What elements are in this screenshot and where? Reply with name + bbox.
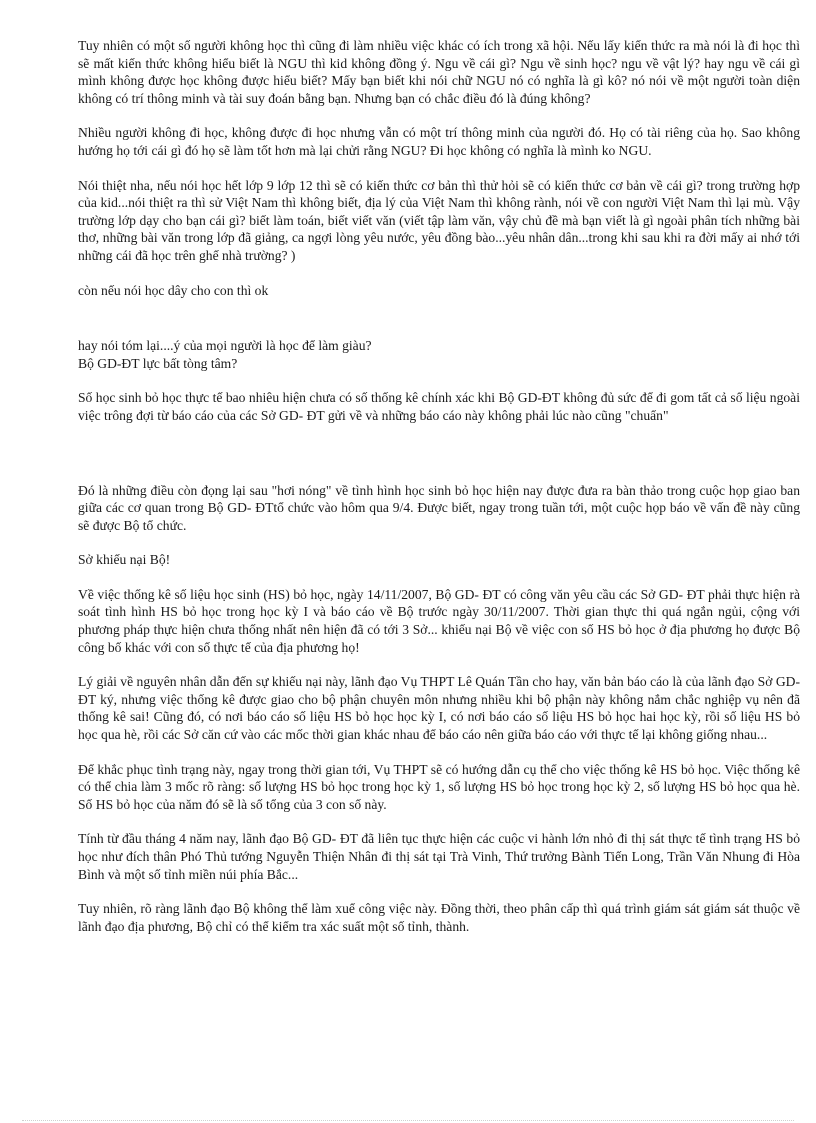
paragraph-summary-question: hay nói tóm lại....ý của mọi người là học để làm giàu? Bộ GD-ĐT lực bất tòng tâm?	[78, 338, 372, 371]
section-heading-complaint: Sở khiếu nại Bộ!	[78, 552, 171, 568]
paragraph-ok: còn nếu nói học dây cho con thì ok	[78, 282, 269, 298]
page-bottom-divider	[22, 1120, 794, 1121]
document-body	[78, 37, 800, 952]
paragraph-conclusion: Tuy nhiên, rõ ràng lãnh đạo Bộ không thể làm xuể công việc này. Đồng thời, theo phân cấp thì quá trình giám sát giám sát thuộc về lãnh đạo địa phương, Bộ chỉ có thể kiểm tra xác suất một số tỉnh, thành.	[78, 901, 800, 934]
paragraph-remedy: Để khắc phục tình trạng này, ngay trong thời gian tới, Vụ THPT sẽ có hướng dẫn cụ thể cho việc thống kê HS bỏ học. Việc thống kê có thể chia làm 3 mốc rõ ràng: số lượng HS bỏ học trong học kỳ 1, số lượng HS bỏ học trong học kỳ 2, số lượng HS bỏ học qua hè. Số HS bỏ học của năm đó sẽ là số tổng của 3 con số này.	[78, 761, 800, 812]
paragraph-dropout-statistics: Số học sinh bỏ học thực tế bao nhiêu hiện chưa có số thống kê chính xác khi Bộ GD-ĐT không đủ sức để đi gom tất cả số liệu ngoài việc trông đợi từ báo cáo của các Sở GD- ĐT gửi về và những báo cáo này không phải lúc nào cũng "chuẩn"	[78, 390, 800, 423]
paragraph-complaint: Về việc thống kê số liệu học sinh (HS) bỏ học, ngày 14/11/2007, Bộ GD- ĐT có công văn yêu cầu các Sở GD- ĐT phải thực hiện rà soát tình hình HS bỏ học trong học kỳ I và báo cáo về Bộ trước ngày 30/11/2007. Thời gian thực thi quá ngắn ngủi, cộng với phương pháp thực hiện chưa thống nhất nên hiện đã có tới 3 Sở... khiếu nại Bộ về việc con số HS bỏ học ở địa phương họ được Bộ công bố khác với con số thực tế của địa phương họ!	[78, 586, 800, 655]
paragraph-inspections: Tính từ đầu tháng 4 năm nay, lãnh đạo Bộ GD- ĐT đã liên tục thực hiện các cuộc vi hành lớn nhỏ đi thị sát thực tế tình trạng HS bỏ học như đích thân Phó Thủ tướng Nguyễn Thiện Nhân đi thị sát tại Trà Vinh, Thứ trưởng Bành Tiến Long, Trần Văn Nhung đi Hòa Bình và một số tỉnh miền núi phía Bắc...	[78, 831, 800, 882]
paragraph-explanation: Lý giải về nguyên nhân dẫn đến sự khiếu nại này, lãnh đạo Vụ THPT Lê Quán Tần cho hay, văn bản báo cáo là của lãnh đạo Sở GD-ĐT ký, nhưng việc thống kê được giao cho bộ phận chuyên môn nhưng nhiều khi bộ phận này không nắm chắc nghiệp vụ nên đã thống kê sai! Cũng đó, có nơi báo cáo số liệu HS bỏ học học kỳ I, có nơi báo cáo số liệu HS bỏ học hai học kỳ, rồi số liệu HS bỏ học qua hè, rồi các Sở căn cứ vào các mốc thời gian khác nhau để báo cáo nên giữa báo cáo với thực tế lại không giống nhau...	[78, 674, 800, 743]
paragraph-meeting: Đó là những điều còn đọng lại sau "hơi nóng" về tình hình học sinh bỏ học hiện nay được đưa ra bàn thảo trong cuộc họp giao ban giữa các cơ quan trong Bộ GD- ĐTtổ chức vào hôm qua 9/4. Được biết, ngay trong tuần tới, một cuộc họp báo về vấn đề này cũng sẽ được Bộ tổ chức.	[78, 482, 800, 533]
paragraph-school-knowledge: Nói thiệt nha, nếu nói học hết lớp 9 lớp 12 thì sẽ có kiến thức cơ bản thì thử hỏi sẽ có kiến thức cơ bản về cái gì? trong trường hợp của kid...nói thiệt ra thì sử Việt Nam thì không biết, địa lý của Việt Nam thì không rành, nói về con người Việt Nam thì lại mù. Vậy trường lớp dạy cho bạn cái gì? biết làm toán, biết viết văn (viết tập làm văn, vậy chủ đề mà bạn viết là gì ngoài phân tích những bài thơ, những bài văn trong lớp đã giảng, ca ngợi lòng yêu nước, yêu đồng bào...yêu nhân dân...trong khi sau khi ra đời mấy ai nhớ tới những cái đã học trên ghế nhà trường? )	[78, 177, 800, 263]
paragraph-intro: Tuy nhiên có một số người không học thì cũng đi làm nhiều việc khác có ích trong xã hội. Nếu lấy kiến thức ra mà nói là đi học thì sẽ mất kiến thức không hiểu biết là NGU thì kid không đồng ý. Ngu về cái gì? Ngu về sinh học? ngu về vật lý? hay ngu về cái gì mình không được học không được hiểu biết? Mấy bạn biết khi nói chữ NGU nó có nghĩa là gì kô? nó nói về một người toàn diện không có trí thông minh và tài suy đoán bằng bạn. Nhưng bạn có chắc điều đó là đúng không?	[78, 38, 800, 106]
paragraph-talent: Nhiều người không đi học, không được đi học nhưng vẫn có một trí thông minh của người đó. Họ có tài riêng của họ. Sao không hướng họ tới cái gì đó họ sẽ làm tốt hơn mà lại chửi rằng NGU? Đi học không có nghĩa là mình ko NGU.	[78, 125, 800, 158]
